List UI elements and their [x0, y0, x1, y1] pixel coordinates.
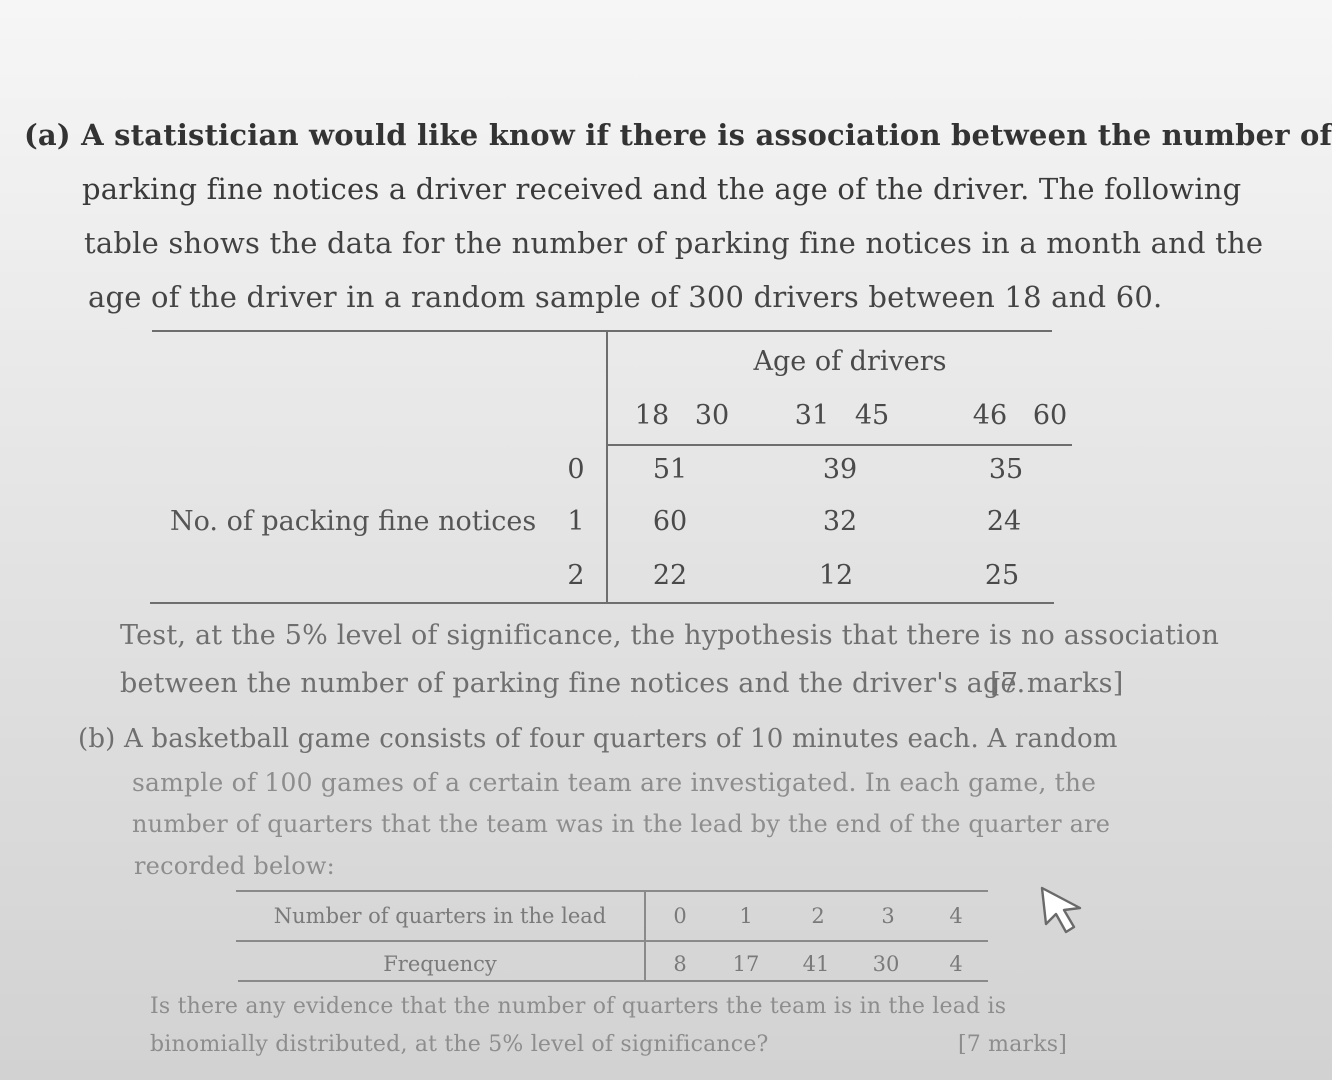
part-b-line-1: (b) A basketball game consists of four quarters of 10 minutes each. A random — [78, 724, 1118, 754]
row-key-1: 1 — [567, 506, 585, 537]
table-top-rule — [152, 330, 1052, 332]
cell-2-2: 25 — [984, 560, 1020, 591]
part-a-line-4: age of the driver in a random sample of 300 drivers between 18 and 60. — [88, 280, 1163, 314]
part-b-line-4: recorded below: — [134, 852, 335, 880]
cell-1-0: 60 — [652, 506, 688, 537]
mouse-pointer-icon — [1038, 880, 1092, 942]
part-a-question-1: Test, at the 5% level of significance, the hypothesis that there is no association — [120, 620, 1220, 651]
cell-1-1: 32 — [822, 506, 858, 537]
qt-r1-v2: 2 — [811, 904, 825, 928]
part-b-marks: [7 marks] — [958, 1032, 1068, 1057]
cell-2-1: 12 — [818, 560, 854, 591]
part-b-line-2: sample of 100 games of a certain team are investigated. In each game, the — [132, 768, 1097, 797]
row-key-0: 0 — [567, 454, 585, 485]
qt-r1-v3: 3 — [881, 904, 895, 928]
cell-0-0: 51 — [652, 454, 688, 485]
qt-r2-v2: 41 — [802, 952, 830, 976]
cell-1-2: 24 — [986, 506, 1022, 537]
qt-r2-v1: 17 — [732, 952, 760, 976]
qt-row1-label: Number of quarters in the lead — [273, 904, 607, 928]
row-label: No. of packing fine notices — [170, 506, 537, 537]
qt-r1-v1: 1 — [739, 904, 753, 928]
col-header-18-30: 18 30 — [634, 400, 730, 431]
table-header-rule — [608, 444, 1072, 446]
table-bottom-rule — [150, 602, 1054, 604]
cell-2-0: 22 — [652, 560, 688, 591]
qt-divider — [644, 890, 646, 982]
qt-bottom-rule — [238, 980, 988, 982]
part-a-question-2: between the number of parking fine notices and the driver's age. — [120, 668, 1026, 699]
qt-row2-label: Frequency — [383, 952, 497, 976]
part-a-line-1: (a) A statistician would like know if there is association between the number of — [24, 118, 1332, 152]
age-group-header: Age of drivers — [753, 346, 947, 377]
qt-mid-rule — [236, 940, 988, 942]
part-a-line-3: table shows the data for the number of parking fine notices in a month and the — [84, 226, 1264, 260]
qt-r2-v4: 4 — [949, 952, 963, 976]
part-b-line-3: number of quarters that the team was in the lead by the end of the quarter are — [132, 810, 1111, 838]
cell-0-1: 39 — [822, 454, 858, 485]
row-key-2: 2 — [567, 560, 585, 591]
qt-r2-v0: 8 — [673, 952, 687, 976]
cell-0-2: 35 — [988, 454, 1024, 485]
part-b-question-2: binomially distributed, at the 5% level of significance? — [150, 1032, 769, 1057]
qt-r1-v0: 0 — [673, 904, 687, 928]
qt-r1-v4: 4 — [949, 904, 963, 928]
table-divider — [606, 330, 608, 602]
qt-top-rule — [236, 890, 988, 892]
qt-r2-v3: 30 — [872, 952, 900, 976]
part-a-line-2: parking fine notices a driver received and the age of the driver. The following — [82, 172, 1242, 206]
part-b-question-1: Is there any evidence that the number of quarters the team is in the lead is — [150, 994, 1007, 1019]
part-a-marks: [7 marks] — [990, 668, 1124, 699]
col-header-46-60: 46 60 — [972, 400, 1068, 431]
col-header-31-45: 31 45 — [794, 400, 890, 431]
